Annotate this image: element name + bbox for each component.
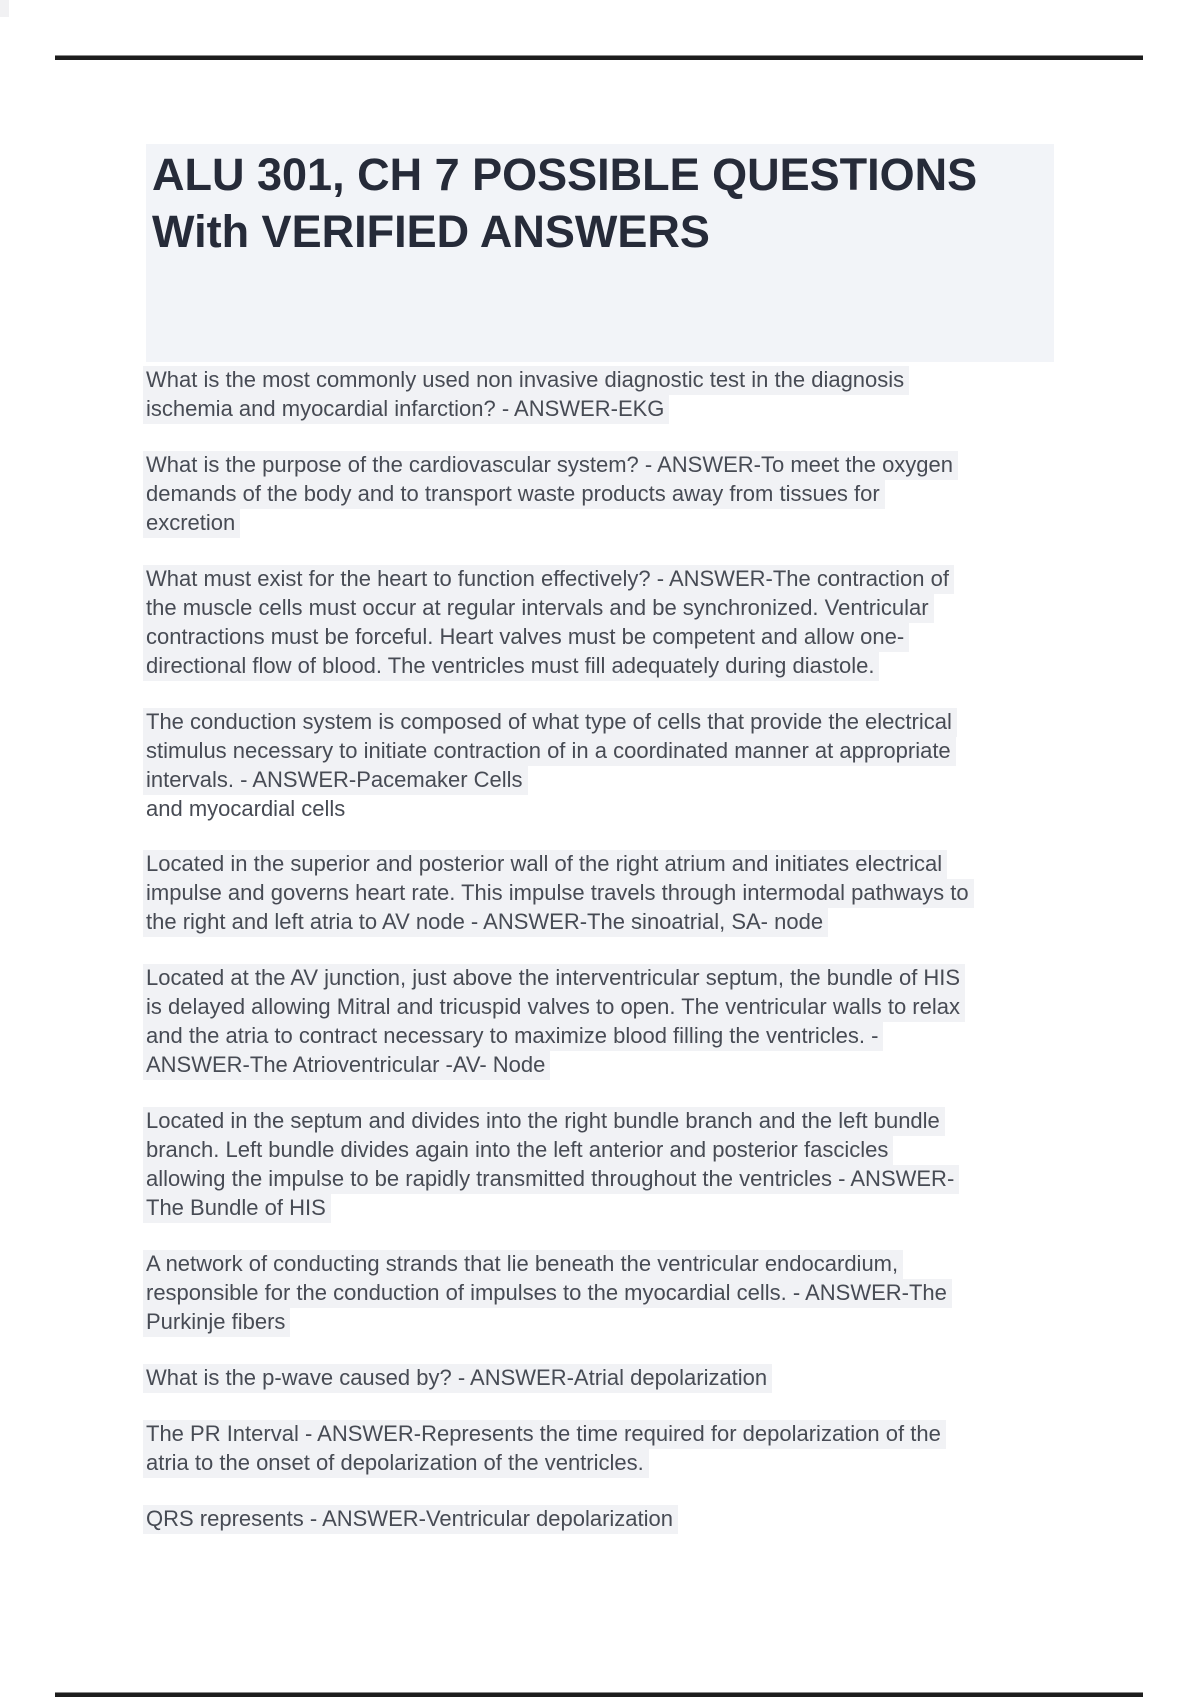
highlighted-text: demands of the body and to transport waste products away from tissues for [143, 480, 885, 509]
qa-list [146, 366, 1136, 1561]
title-line-1: ALU 301, CH 7 POSSIBLE QUESTIONS [152, 149, 978, 200]
text-line [146, 879, 1136, 908]
top-rule [55, 55, 1143, 60]
highlighted-text: is delayed allowing Mitral and tricuspid valves to open. The ventricular walls to relax [143, 993, 965, 1022]
title-line-2: With VERIFIED ANSWERS [152, 206, 710, 257]
highlighted-text: intervals. - ANSWER-Pacemaker Cells [143, 766, 528, 795]
text-line [146, 737, 1136, 766]
qa-paragraph [146, 1505, 1136, 1534]
qa-paragraph [146, 451, 1136, 538]
qa-paragraph [146, 1250, 1136, 1337]
highlighted-text: atria to the onset of depolarization of the ventricles. [143, 1449, 649, 1478]
text-line [146, 708, 1136, 737]
highlighted-text: the muscle cells must occur at regular intervals and be synchronized. Ventricular [143, 594, 934, 623]
text-line [146, 850, 1136, 879]
text-line [146, 1364, 1136, 1393]
text-line [146, 652, 1136, 681]
text-line [146, 1449, 1136, 1478]
highlighted-text: allowing the impulse to be rapidly transmitted throughout the ventricles - ANSWER- [143, 1165, 959, 1194]
highlighted-text: The Bundle of HIS [143, 1194, 331, 1223]
text-line [146, 594, 1136, 623]
text-line [146, 993, 1136, 1022]
text-line [146, 509, 1136, 538]
highlighted-text: Located in the superior and posterior wall of the right atrium and initiates electrical [143, 850, 947, 879]
highlighted-text: the right and left atria to AV node - ANSWER-The sinoatrial, SA- node [143, 908, 828, 937]
text-line [146, 1022, 1136, 1051]
text-line [146, 1136, 1136, 1165]
highlighted-text: A network of conducting strands that lie beneath the ventricular endocardium, [143, 1250, 903, 1279]
text-line [146, 766, 1136, 795]
scan-corner-artifact [0, 0, 9, 17]
qa-paragraph [146, 565, 1136, 681]
highlighted-text: excretion [143, 509, 240, 538]
highlighted-text: ischemia and myocardial infarction? - ANSWER-EKG [143, 395, 669, 424]
text-line [146, 395, 1136, 424]
text-line [146, 908, 1136, 937]
text-line [146, 964, 1136, 993]
highlighted-text: and the atria to contract necessary to maximize blood filling the ventricles. - [143, 1022, 883, 1051]
qa-paragraph [146, 850, 1136, 937]
text-line [146, 366, 1136, 395]
highlighted-text: Located in the septum and divides into the right bundle branch and the left bundle [143, 1107, 945, 1136]
text-line [146, 480, 1136, 509]
text-line [146, 1505, 1136, 1534]
qa-paragraph [146, 366, 1136, 424]
highlighted-text: stimulus necessary to initiate contraction of in a coordinated manner at appropriate [143, 737, 956, 766]
highlighted-text: Located at the AV junction, just above the interventricular septum, the bundle of HIS [143, 964, 965, 993]
highlighted-text: The conduction system is composed of what type of cells that provide the electrical [143, 708, 957, 737]
text-line [146, 565, 1136, 594]
text-line [146, 795, 1136, 823]
text-line [146, 1194, 1136, 1223]
text-line [146, 623, 1136, 652]
qa-paragraph [146, 1420, 1136, 1478]
qa-paragraph [146, 964, 1136, 1080]
highlighted-text: directional flow of blood. The ventricles must fill adequately during diastole. [143, 652, 879, 681]
highlighted-text: What is the p-wave caused by? - ANSWER-Atrial depolarization [143, 1364, 772, 1393]
text-line [146, 1165, 1136, 1194]
text-line [146, 1420, 1136, 1449]
title-block [146, 144, 1054, 362]
highlighted-text: What is the purpose of the cardiovascular system? - ANSWER-To meet the oxygen [143, 451, 958, 480]
highlighted-text: impulse and governs heart rate. This impulse travels through intermodal pathways to [143, 879, 974, 908]
text-line [146, 1279, 1136, 1308]
text-line [146, 1107, 1136, 1136]
qa-paragraph [146, 1107, 1136, 1223]
highlighted-text: What is the most commonly used non invasive diagnostic test in the diagnosis [143, 366, 909, 395]
text-line [146, 1250, 1136, 1279]
highlighted-text: What must exist for the heart to function effectively? - ANSWER-The contraction of [143, 565, 954, 594]
highlighted-text: contractions must be forceful. Heart valves must be competent and allow one- [143, 623, 909, 652]
qa-paragraph [146, 708, 1136, 823]
highlighted-text: QRS represents - ANSWER-Ventricular depolarization [143, 1505, 678, 1534]
highlighted-text: branch. Left bundle divides again into the left anterior and posterior fascicles [143, 1136, 893, 1165]
bottom-rule [55, 1692, 1143, 1697]
highlighted-text: responsible for the conduction of impulses to the myocardial cells. - ANSWER-The [143, 1279, 952, 1308]
qa-paragraph [146, 1364, 1136, 1393]
highlighted-text: Purkinje fibers [143, 1308, 290, 1337]
text-line [146, 451, 1136, 480]
highlighted-text: ANSWER-The Atrioventricular -AV- Node [143, 1051, 550, 1080]
highlighted-text: The PR Interval - ANSWER-Represents the time required for depolarization of the [143, 1420, 946, 1449]
text-line [146, 1051, 1136, 1080]
plain-text: and myocardial cells [146, 796, 346, 821]
text-line [146, 1308, 1136, 1337]
document-title [146, 144, 1054, 260]
